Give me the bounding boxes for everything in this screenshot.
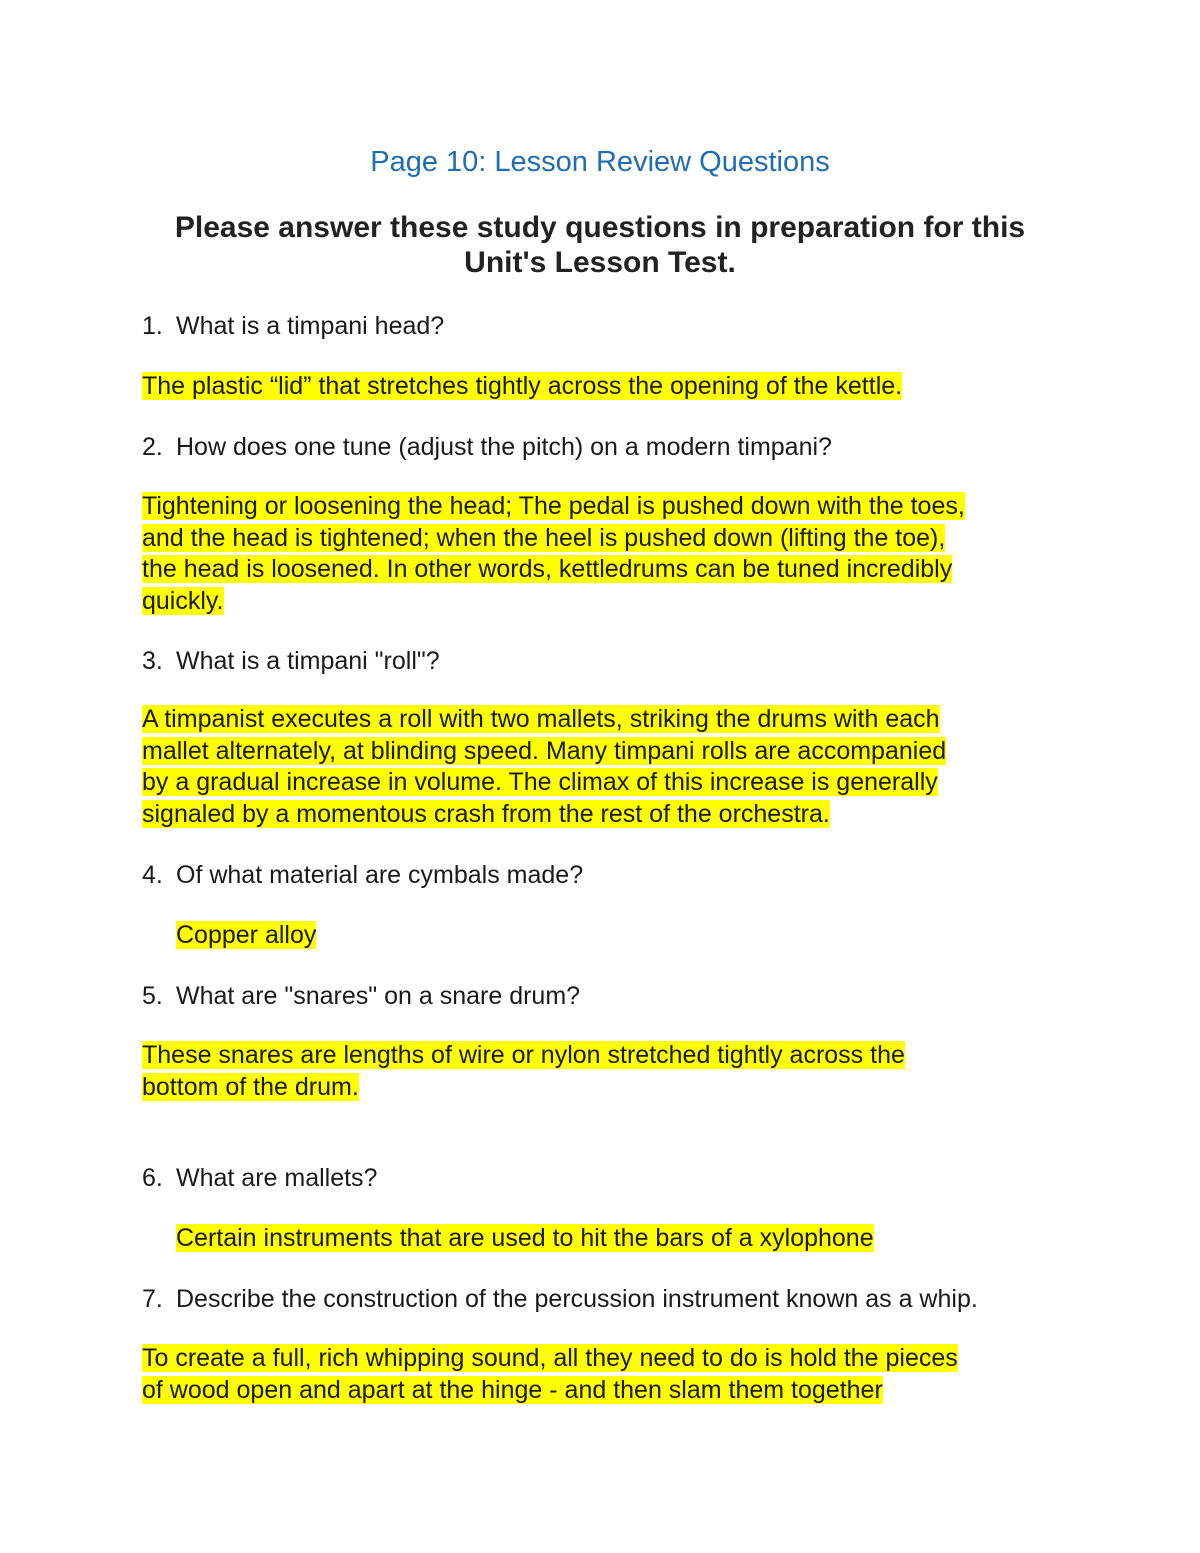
- question-6: [142, 1163, 377, 1194]
- question-number: 4.: [142, 861, 163, 889]
- question-2: [142, 432, 832, 463]
- answer-line: by a gradual increase in volume. The climax of this increase is generally: [142, 768, 938, 796]
- instructions: [100, 210, 1100, 280]
- answer-2: [142, 491, 1142, 617]
- question-1: [142, 311, 444, 342]
- question-text: What are mallets?: [176, 1164, 378, 1192]
- question-number: 3.: [142, 647, 163, 675]
- answer-4: [176, 920, 316, 951]
- answer-1: [142, 371, 1142, 403]
- answer-7: [142, 1343, 1142, 1406]
- question-number: 1.: [142, 312, 163, 340]
- question-number: 2.: [142, 433, 163, 461]
- page-title: Page 10: Lesson Review Questions: [370, 146, 830, 178]
- instructions-line: Please answer these study questions in preparation for this: [174, 211, 1026, 244]
- question-number: 6.: [142, 1164, 163, 1192]
- question-text: How does one tune (adjust the pitch) on a modern timpani?: [176, 433, 832, 461]
- question-3: [142, 646, 440, 677]
- answer-line: A timpanist executes a roll with two mallets, striking the drums with each: [142, 705, 940, 733]
- answer-3: [142, 704, 1142, 830]
- question-number: 7.: [142, 1285, 163, 1313]
- answer-line: quickly.: [142, 586, 224, 615]
- answer-line: of wood open and apart at the hinge - and then slam them together: [142, 1375, 883, 1404]
- question-text: Describe the construction of the percussion instrument known as a whip.: [176, 1285, 978, 1313]
- answer-6: [176, 1223, 874, 1254]
- answer-line: the head is loosened. In other words, kettledrums can be tuned incredibly: [142, 555, 953, 583]
- question-4: [142, 860, 583, 891]
- question-text: Of what material are cymbals made?: [176, 861, 584, 889]
- answer-5: [142, 1040, 1142, 1103]
- answer-line: and the head is tightened; when the heel is pushed down (lifting the toe),: [142, 523, 946, 552]
- question-number: 5.: [142, 982, 163, 1010]
- answer-line: The plastic “lid” that stretches tightly across the opening of the kettle.: [142, 372, 903, 400]
- answer-line: mallet alternately, at blinding speed. Many timpani rolls are accompanied: [142, 736, 947, 765]
- answer-line: signaled by a momentous crash from the rest of the orchestra.: [142, 799, 830, 828]
- answer-line: Certain instruments that are used to hit the bars of a xylophone: [176, 1224, 874, 1252]
- instructions-line: Unit's Lesson Test.: [464, 246, 736, 279]
- answer-line: These snares are lengths of wire or nylon stretched tightly across the: [142, 1041, 905, 1069]
- answer-line: Copper alloy: [176, 921, 317, 949]
- answer-line: bottom of the drum.: [142, 1072, 359, 1101]
- question-text: What are "snares" on a snare drum?: [176, 982, 581, 1010]
- question-text: What is a timpani "roll"?: [176, 647, 440, 675]
- question-text: What is a timpani head?: [176, 312, 445, 340]
- answer-line: To create a full, rich whipping sound, all they need to do is hold the pieces: [142, 1344, 958, 1372]
- question-5: [142, 981, 580, 1012]
- question-7: [142, 1284, 978, 1315]
- answer-line: Tightening or loosening the head; The pedal is pushed down with the toes,: [142, 492, 965, 520]
